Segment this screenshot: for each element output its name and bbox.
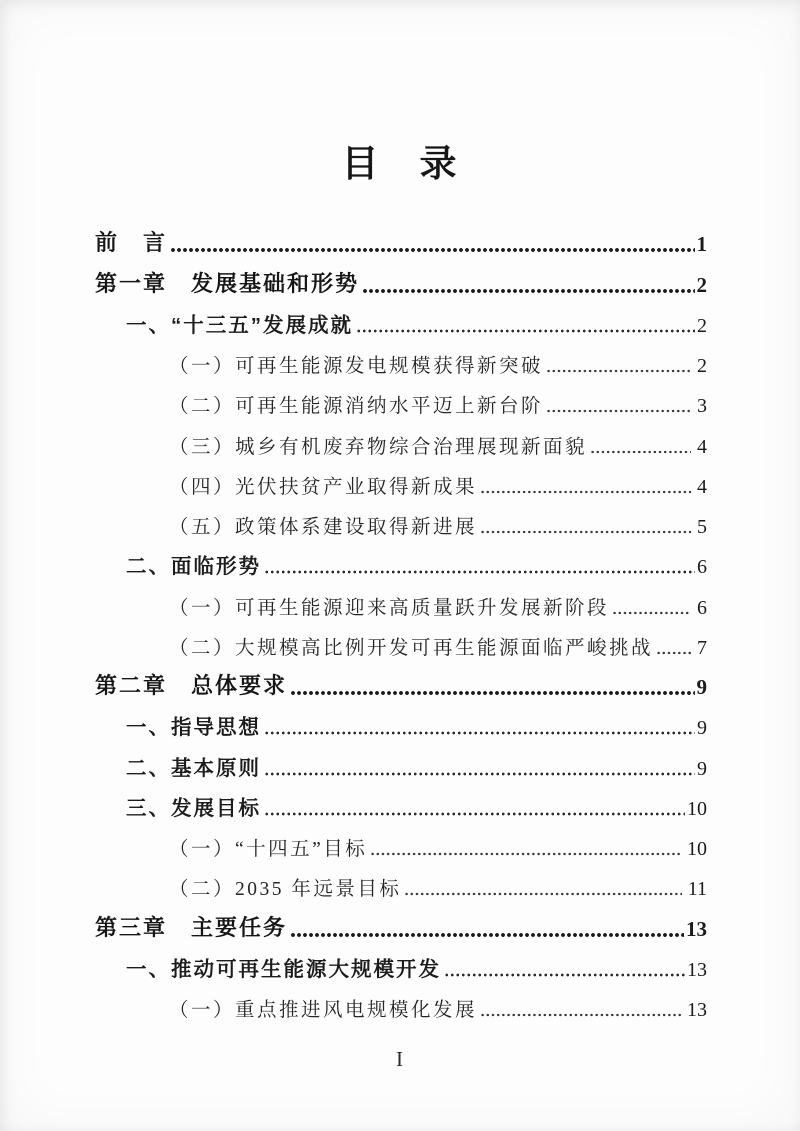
toc-entry-page: 11 <box>687 878 707 901</box>
toc-entry <box>95 504 707 544</box>
toc-entry-label: 第三章 主要任务 <box>95 914 288 940</box>
toc-entry <box>95 262 707 302</box>
toc-entry-page: 4 <box>697 435 707 458</box>
toc-entry <box>95 947 707 987</box>
toc-list <box>95 222 707 1027</box>
leader-dots <box>264 569 695 575</box>
toc-entry <box>95 584 707 624</box>
toc-entry-page: 10 <box>687 797 707 820</box>
toc-entry-label: 第一章 发展基础和形势 <box>95 270 360 296</box>
toc-entry <box>95 625 707 665</box>
toc-entry-page: 2 <box>697 355 707 377</box>
toc-entry <box>95 987 707 1027</box>
leader-dots <box>264 771 695 777</box>
leader-dots <box>480 1012 681 1018</box>
leader-dots <box>170 247 694 253</box>
toc-entry-page: 7 <box>697 636 707 659</box>
leader-dots <box>362 288 694 294</box>
toc-entry-page: 9 <box>696 675 707 699</box>
toc-entry-label: （四）光伏扶贫产业取得新成果 <box>169 476 478 498</box>
toc-entry <box>95 906 707 946</box>
toc-entry-label: 第二章 总体要求 <box>95 673 288 698</box>
toc-entry-page: 6 <box>697 596 707 619</box>
toc-entry-label: 一、推动可再生能源大规模开发 <box>126 957 441 981</box>
toc-entry-label: （一）重点推进风电规模化发展 <box>169 1000 478 1021</box>
toc-entry <box>95 303 707 343</box>
leader-dots <box>370 851 681 857</box>
leader-dots <box>264 730 695 736</box>
toc-entry-label: 一、“十三五”发展成就 <box>126 313 353 337</box>
toc-entry-label: （二）大规模高比例开发可再生能源面临严峻挑战 <box>169 637 654 659</box>
toc-entry-label: （五）政策体系建设取得新进展 <box>169 517 478 538</box>
toc-entry <box>95 464 707 504</box>
toc-entry-label: 二、面临形势 <box>126 555 261 579</box>
toc-entry-label: 前 言 <box>95 230 168 256</box>
page-number: I <box>396 1047 404 1071</box>
leader-dots <box>480 529 691 535</box>
leader-dots <box>290 690 694 696</box>
leader-dots <box>612 610 691 616</box>
toc-entry-page: 5 <box>697 516 707 538</box>
toc-entry-label: （一）“十四五”目标 <box>169 839 368 860</box>
toc-entry-page: 13 <box>686 916 707 941</box>
leader-dots <box>404 891 681 897</box>
toc-entry-label: 二、基本原则 <box>126 756 261 780</box>
toc-entry-page: 9 <box>697 717 707 740</box>
toc-entry <box>95 705 707 745</box>
toc-entry-page: 13 <box>687 999 707 1021</box>
toc-entry-label: （三）城乡有机废弃物综合治理展现新面貌 <box>169 436 588 458</box>
toc-entry-label: 三、发展目标 <box>126 796 261 820</box>
leader-dots <box>546 408 691 414</box>
toc-entry-page: 2 <box>697 314 707 337</box>
leader-dots <box>656 650 691 656</box>
toc-entry-page: 1 <box>696 232 707 257</box>
leader-dots <box>356 328 695 334</box>
leader-dots <box>480 489 691 495</box>
toc-entry-page: 2 <box>696 272 707 297</box>
toc-entry <box>95 826 707 866</box>
page-title: 目 录 <box>341 144 459 185</box>
toc-entry-page: 3 <box>697 395 707 418</box>
toc-entry <box>95 665 707 705</box>
toc-entry-label: （一）可再生能源迎来高质量跃升发展新阶段 <box>169 597 610 619</box>
toc-entry-page: 13 <box>687 958 707 981</box>
toc-entry-page: 10 <box>687 838 707 860</box>
leader-dots <box>290 932 684 938</box>
leader-dots <box>444 972 685 978</box>
toc-entry <box>95 343 707 383</box>
toc-entry <box>95 866 707 906</box>
toc-entry <box>95 544 707 584</box>
toc-entry-page: 6 <box>697 556 707 579</box>
leader-dots <box>264 811 685 817</box>
toc-entry-label: （一）可再生能源发电规模获得新突破 <box>169 356 544 377</box>
toc-entry <box>95 745 707 785</box>
toc-entry-page: 9 <box>697 757 707 780</box>
toc-entry <box>95 786 707 826</box>
toc-entry <box>95 222 707 262</box>
leader-dots <box>546 368 691 374</box>
toc-entry-page: 4 <box>697 475 707 498</box>
toc-entry <box>95 423 707 463</box>
leader-dots <box>590 449 691 455</box>
toc-entry-label: （二）2035 年远景目标 <box>169 879 402 901</box>
toc-entry <box>95 383 707 423</box>
toc-entry-label: 一、指导思想 <box>126 716 261 740</box>
toc-entry-label: （二）可再生能源消纳水平迈上新台阶 <box>169 396 544 418</box>
